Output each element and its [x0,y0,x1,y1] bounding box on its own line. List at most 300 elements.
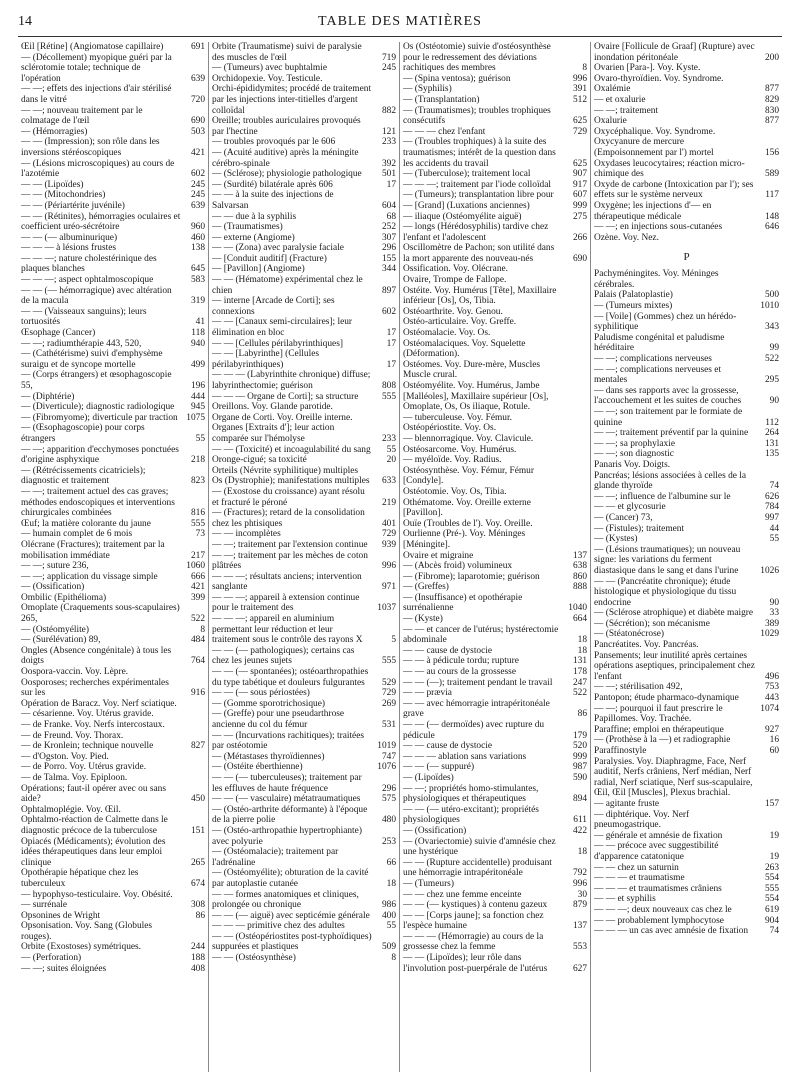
index-entry [21,328,205,339]
index-entry [21,911,205,922]
index-columns [18,42,782,1072]
index-entry [403,307,587,318]
entry-page: 729 [572,126,587,137]
entry-text: — —; en injections sous-cutanées [594,222,723,233]
index-entry [21,837,205,869]
entry-text: — (Ostéo-arthrite déformante) à l'époque de la pierre polie [212,804,368,826]
entry-text: Oreille; troubles auriculaires provoqués par l'hectine [212,116,361,137]
index-entry [403,434,587,445]
index-entry [212,74,396,85]
index-entry [403,222,587,243]
entry-text: — — (— hémorragique) avec altération de la macula [21,285,172,307]
index-entry [594,290,779,301]
entry-text: — —; complications nerveuses [594,354,712,365]
index-entry [594,863,779,874]
entry-page: 421 [190,582,205,593]
index-entry [212,423,396,444]
entry-text: Ovaire et migraine [403,550,474,561]
entry-text: — (Spina ventosa); guérison [403,73,511,84]
entry-text: — —; radiumthérapie 443, 520, [21,338,142,349]
entry-page: 882 [381,105,396,116]
index-entry [403,360,587,381]
entry-page: 522 [190,614,205,625]
entry-text: — —; suture 236, [21,561,89,572]
entry-page: 266 [572,232,587,243]
entry-page: 690 [190,116,205,127]
entry-page: 343 [764,322,779,333]
entry-text: Oospora-vaccin. Voy. Lèpre. [21,667,129,678]
index-entry [403,212,587,223]
entry-text: — (Ostéo-arthropathie hypertrophiante) avec polyurie [212,825,362,847]
entry-page: 41 [195,317,205,328]
entry-text: — (Traumatismes) [212,222,283,233]
entry-text: — [Grand] (Luxations anciennes) [403,200,530,211]
index-entry [212,116,396,137]
entry-text: — (Lésions traumatiques); un nouveau signe: les variations du ferment diastasique dans le sang et dans l'urine [594,544,741,576]
entry-text: — — et glycosurie [594,502,666,513]
entry-page: 1010 [760,301,779,312]
entry-text: — —; application du vissage simple [21,571,158,582]
entry-text: — (Fibromyome); diverticule par traction [21,412,178,423]
entry-page: 531 [381,720,396,730]
entry-text: — — (Toxicité) et incoagulabilité du sang [212,444,371,455]
entry-page: 917 [572,179,587,190]
index-entry [594,365,779,386]
entry-text: — (Ossification) [403,825,467,836]
index-entry [594,301,779,312]
entry-text: — — — un cas avec amnésie de fixation [594,926,749,937]
index-entry [594,407,779,428]
entry-text: — de Talma. Voy. Epiploon. [21,772,128,783]
index-entry [594,926,779,937]
index-entry [21,159,205,180]
entry-page: 90 [769,396,779,407]
entry-text: — — (Zona) avec paralysie faciale [212,243,344,254]
entry-text: Oxycéphalique. Voy. Syndrome. [594,126,716,137]
entry-text: Ostéite. Voy. Humérus [Tête], Maxillaire inférieur [Os], Os, Tibia. [403,285,557,307]
index-entry [21,890,205,901]
entry-page: 86 [577,709,587,720]
entry-page: 118 [191,328,205,339]
entry-text: — dans ses rapports avec la grossesse, l'accouchement et les suites de couches [594,385,742,407]
entry-page: 830 [764,105,779,116]
entry-page: 1075 [186,412,205,423]
entry-text: Paraffinostyle [594,746,647,756]
index-entry [403,741,587,752]
index-entry [594,841,779,862]
index-entry [21,784,205,805]
entry-page: 888 [572,582,587,593]
entry-text: Ostéotomie. Voy. Os, Tibia. [403,486,507,497]
entry-text: — — et syphilis [594,894,656,905]
index-entry [594,74,779,85]
entry-text: — césarienne. Voy. Utérus gravide. [21,709,154,720]
index-entry [403,678,587,689]
entry-page: 627 [572,963,587,974]
index-entry [594,42,779,63]
entry-page: 619 [764,904,779,915]
entry-page: 156 [764,147,779,158]
header-rule [18,36,782,37]
index-column [18,42,209,1072]
entry-text: Oxalurie [594,116,627,127]
index-entry [212,148,396,169]
index-entry [212,667,396,688]
entry-page: 17 [386,179,396,190]
index-entry [212,392,396,403]
entry-text: — (Traumatismes); troubles trophiques consécutifs [403,105,551,127]
index-entry [212,572,396,593]
index-entry [21,529,205,540]
entry-text: — — — ablation sans variations [403,751,527,762]
index-entry [403,264,587,275]
entry-page: 553 [572,942,587,953]
index-entry [212,709,396,730]
index-entry [594,84,779,95]
index-entry [212,794,396,805]
entry-page: 16 [769,735,779,746]
entry-page: 999 [572,751,587,762]
entry-text: — (Cathétérisme) suivi d'emphysème suraigu et de syncope mortelle [21,349,163,370]
entry-text: Orteils (Névrite syphilitique) multiples [212,465,359,476]
entry-page: 1074 [760,703,779,714]
index-entry [212,137,396,148]
entry-page: 200 [764,52,779,63]
entry-page: 263 [764,862,779,873]
entry-text: — — à la suite des injections de Salvarsan [212,190,334,211]
entry-page: 17 [386,328,396,339]
entry-text: — générale et amnésie de fixation [594,830,723,841]
entry-page: 121 [381,126,396,137]
entry-text: Pansements; leur inutilité après certaines opérations aseptiques, principalement chez l'enfant [594,650,755,682]
entry-text: — — — (Hémorragie) au cours de la grossesse chez la femme [403,931,544,953]
entry-page: 138 [190,243,205,254]
entry-text: Ostéo-articulaire. Voy. Greffe. [403,317,517,328]
entry-page: 522 [764,354,779,365]
index-entry [212,508,396,529]
index-entry [594,831,779,842]
entry-text: Ovaire, Trompe de Fallope. [403,275,507,286]
index-entry [212,180,396,191]
entry-page: 1019 [377,741,396,752]
entry-text: — hypophyso-testiculaire. Voy. Obésité. [21,889,173,900]
entry-text: — —; influence de l'albumine sur le [594,491,731,502]
entry-page: 512 [572,94,587,105]
index-column [209,42,400,1072]
entry-page: 823 [190,476,205,487]
entry-page: 135 [764,449,779,460]
entry-text: — (Ostéomyélite) [21,624,89,635]
entry-text: — (Œsophagoscopie) pour corps étrangers [21,423,145,444]
entry-text: Paralysies. Voy. Diaphragme, Face, Nerf auditif, Nerfs crâniens, Nerf médian, Nerf radial, Nerf sciatique, Nerf sus-scapulaire, Œil, Œil [Muscles], Plexus brachial. [594,756,753,799]
entry-text: Palais (Palatoplastie) [594,290,673,301]
index-entry [212,84,396,116]
entry-page: 555 [190,518,205,529]
entry-text: — — chez une femme enceinte [403,889,522,900]
index-entry [403,762,587,773]
index-entry [403,74,587,85]
entry-text: — —; traitement par les mèches de coton plâtrées [212,550,368,572]
entry-page: 400 [381,910,396,921]
index-entry [212,275,396,296]
entry-page: 729 [381,688,396,699]
entry-text: — — [Labyrinthe] (Cellules périlabyrinthiques) [212,349,320,370]
index-entry [403,275,587,286]
index-entry [21,678,205,699]
entry-text: — (Abcès froid) volumineux [403,561,513,572]
entry-text: — (Tumeurs) avec buphtalmie [212,63,327,74]
entry-page: 265 [190,857,205,868]
entry-page: 590 [572,772,587,783]
entry-text: — longs (Hérédosyphilis) tardive chez l'enfant et l'adolescent [403,222,549,243]
entry-text: — — (— vasculaire) métatraumatiques [212,794,361,805]
index-entry [21,212,205,233]
entry-text: — — (— suppuré) [403,762,475,773]
index-entry [594,534,779,545]
index-entry [403,381,587,413]
index-entry [594,640,779,651]
running-title: TABLE DES MATIÈRES [318,14,482,29]
entry-page: 247 [572,677,587,688]
entry-text: Paraffine; emploi en thérapeutique [594,724,724,735]
entry-text: — (Gomme sporotrichosique) [212,698,325,709]
entry-text: — — — chez l'enfant [403,126,486,137]
entry-page: 307 [381,232,396,243]
entry-text: — tuberculeuse. Voy. Fémur. [403,412,512,423]
entry-text: Pancréas; lésions associées à celles de la glande thyroïde [594,470,747,492]
entry-page: 996 [572,878,587,889]
index-entry [21,593,205,604]
entry-page: 55 [769,534,779,545]
index-entry [21,762,205,773]
entry-page: 877 [764,116,779,127]
index-entry [21,572,205,583]
index-entry [403,826,587,837]
entry-text: Orchidopexie. Voy. Testicule. [212,73,323,84]
entry-page: 1060 [186,561,205,572]
index-entry [403,106,587,127]
entry-text: — —; propriétés homo-stimulantes, physiologiques et thérapeutiques [403,783,539,805]
index-entry [403,572,587,583]
entry-page: 729 [381,529,396,540]
entry-text: — (Cancer) 73, [594,512,653,523]
entry-page: 269 [381,698,396,709]
entry-page: 74 [769,481,779,492]
index-entry [403,752,587,763]
entry-text: — (Sclérose); physiologie pathologique [212,169,362,180]
index-entry [21,370,205,391]
entry-text: — — (Ostéopériostites post-typhoïdiques) suppurées et plastiques [212,931,372,953]
entry-text: — (Décollement) myopique guéri par la sclérotomie totale; technique de l'opération [21,52,172,84]
entry-text: Papillomes. Voy. Trachée. [594,714,692,725]
index-entry [594,746,779,757]
entry-page: 555 [764,883,779,894]
entry-text: — externe (Angiome) [212,232,295,243]
entry-text: — (Greffes) [403,582,449,593]
entry-text: — blennorragique. Voy. Clavicule. [403,433,534,444]
entry-page: 690 [572,253,587,264]
entry-page: 480 [381,815,396,826]
entry-page: 639 [190,73,205,84]
index-entry [403,328,587,339]
entry-text: Oosporoses; recherches expérimentales sur les [21,677,169,699]
entry-text: — de Freund. Voy. Thorax. [21,730,124,741]
entry-page: 245 [381,63,396,74]
index-entry [212,487,396,508]
index-entry [21,805,205,816]
index-entry [594,460,779,471]
index-entry [594,492,779,503]
index-entry [594,916,779,927]
entry-page: 602 [381,306,396,317]
entry-page: 218 [190,455,205,466]
index-column [400,42,591,1072]
entry-text: — —; effets des injections d'air stérilisé dans le vitré [21,84,172,105]
entry-page: 30 [577,889,587,900]
entry-page: 196 [190,381,205,391]
entry-page: 55 [386,444,396,455]
entry-page: 904 [764,915,779,926]
index-entry [594,577,779,609]
index-entry [21,635,205,646]
entry-page: 894 [572,794,587,805]
index-entry [212,847,396,868]
entry-text: Ouïe (Troubles de l'). Voy. Oreille. [403,518,533,529]
entry-page: 20 [386,455,396,466]
index-entry [21,53,205,85]
entry-page: 17 [386,338,396,349]
entry-page: 99 [769,343,779,354]
entry-page: 555 [381,391,396,402]
index-entry [594,545,779,577]
index-entry [403,339,587,360]
entry-page: 253 [381,836,396,847]
entry-text: — — (Mitochondries) [21,190,106,201]
index-entry [212,593,396,614]
index-entry [21,243,205,254]
entry-page: 74 [769,926,779,937]
index-entry [212,953,396,964]
index-entry [21,921,205,942]
entry-text: — (Fibrome); laparotomie; guérison [403,571,540,582]
index-entry [403,466,587,487]
index-entry [21,423,205,444]
entry-text: — —; son traitement par le formiate de quinine [594,407,743,428]
entry-text: Ongles (Absence congénitale) à tous les doigts [21,645,172,667]
index-entry [594,873,779,884]
entry-text: Opiacés (Médicaments); évolution des idées thérapeutiques dans leur emploi clinique [21,836,166,868]
entry-page: 499 [190,359,205,370]
entry-text: — surrénale [21,900,68,911]
entry-page: 638 [572,561,587,572]
entry-text: Œil [Rétine] (Angiomatose capillaire) [21,42,164,52]
index-entry [212,296,396,317]
entry-text: — (Diphtérie) [21,391,75,402]
index-entry [212,243,396,254]
index-entry [212,445,396,456]
entry-text: — (Hémorragies) [21,126,88,137]
entry-text: Ombilic (Epithélioma) [21,592,107,603]
entry-page: 275 [572,211,587,222]
index-entry [21,42,205,53]
entry-text: — (Tumeurs) [403,878,454,889]
entry-page: 529 [381,677,396,688]
index-column [591,42,782,1072]
entry-page: 645 [190,264,205,275]
index-entry [21,233,205,244]
entry-text: — de Kronlein; technique nouvelle [21,741,154,752]
entry-text: — —; traitement préventif par la quinine [594,428,749,439]
index-entry [21,752,205,763]
entry-text: — — (— utéro-excitant); propriétés physiologiques [403,804,539,826]
index-entry [212,264,396,275]
index-entry [403,519,587,530]
entry-text: Ostéomyélite. Voy. Humérus, Jambe [Malléoles], Maxillaire supérieur [Os], Omoplate, Os, Os iliaque, Rotule. [403,381,549,413]
entry-page: 137 [572,921,587,932]
index-entry [403,614,587,625]
entry-text: — (Rétrécissements cicatriciels); diagnostic et traitement [21,465,146,487]
index-entry [594,757,779,799]
entry-text: — — — et traumatismes crâniens [594,883,722,894]
entry-page: 897 [381,285,396,296]
entry-text: — — —; deux nouveaux cas chez le [594,904,732,915]
index-entry [594,608,779,619]
entry-text: — (Sécrétion); son mécanisme [594,618,710,629]
entry-page: 674 [190,878,205,889]
index-entry [21,953,205,964]
entry-text: — (Ostéite éberthienne) [212,762,303,773]
entry-page: 996 [381,561,396,572]
entry-text: — (Lipoïdes) [403,772,454,783]
entry-text: Organes [Extraits d']; leur action comparée sur l'hémolyse [212,423,335,444]
entry-page: 611 [573,815,587,826]
index-entry [21,402,205,413]
entry-page: 18 [577,635,587,646]
index-entry [403,932,587,953]
entry-page: 422 [572,825,587,836]
entry-text: Ovaire [Follicule de Graaf] (Rupture) avec inondation péritonéale [594,42,755,63]
entry-text: — (Transplantation) [403,94,480,105]
index-entry [403,900,587,911]
entry-page: 583 [190,275,205,286]
entry-text: Œuf; la matière colorante du jaune [21,518,151,529]
entry-page: 399 [190,592,205,603]
entry-text: — — (— sous périostées) [212,688,310,699]
entry-text: — —; traitement par l'extension continue [212,539,368,550]
entry-text: — interne [Arcade de Corti]; ses connexions [212,296,335,317]
index-entry [21,180,205,191]
entry-page: 66 [386,857,396,868]
entry-page: 496 [764,671,779,682]
entry-page: 389 [764,618,779,629]
index-entry [403,42,587,74]
index-entry [403,551,587,562]
entry-text: — — (Vaisseaux sanguins); leurs tortuosités [21,306,147,328]
entry-page: 997 [764,512,779,523]
index-entry [21,942,205,953]
entry-text: — (Syphilis) [403,84,452,95]
index-entry [594,704,779,715]
entry-text: — (Insuffisance) et opothérapie surrénalienne [403,592,523,614]
entry-page: 90 [769,597,779,608]
index-entry [21,201,205,212]
entry-text: Oronge-cigué; sa toxicité [212,455,307,466]
index-entry [21,519,205,530]
index-entry [21,84,205,105]
index-entry [21,773,205,784]
index-entry [403,498,587,519]
index-entry [212,317,396,338]
